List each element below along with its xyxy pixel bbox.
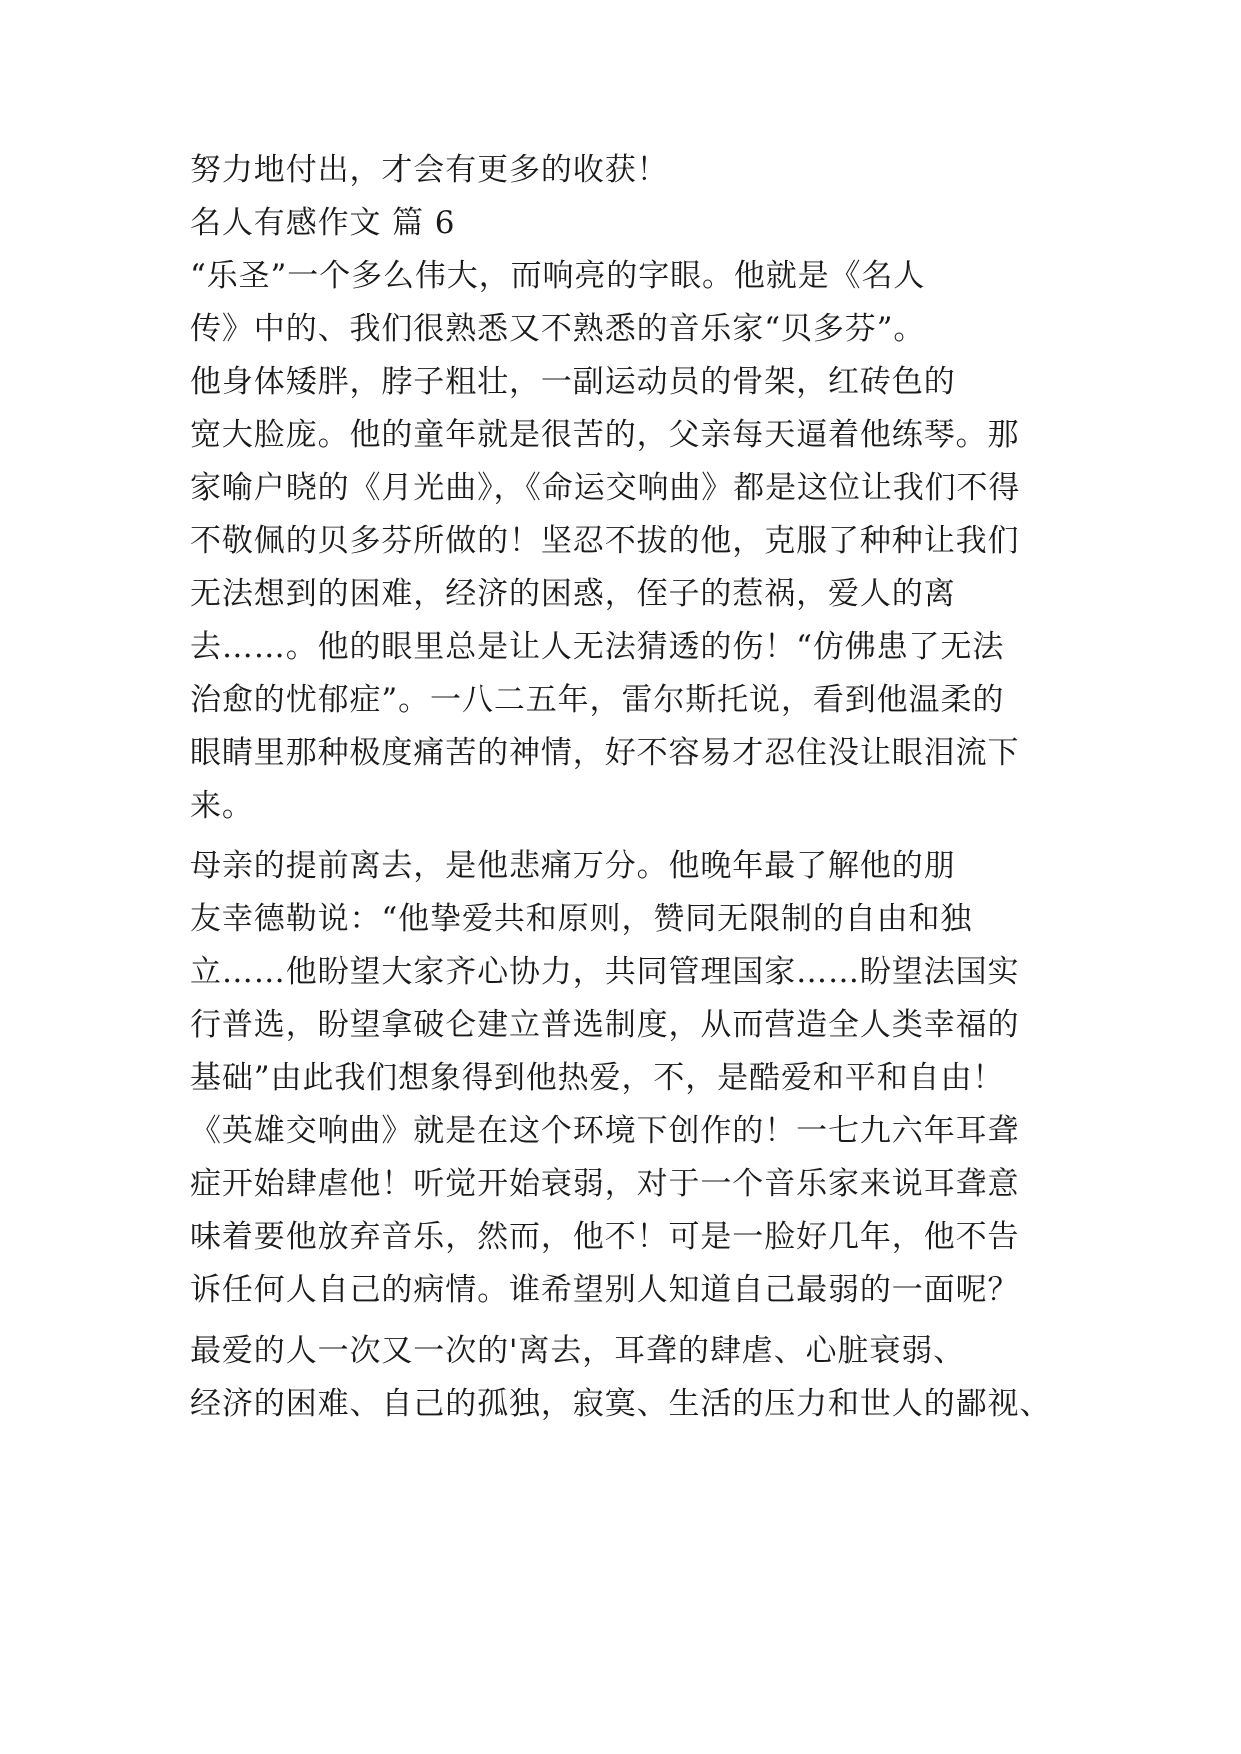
text-line: 来。 (190, 788, 254, 824)
text-line: 基础”由此我们想象得到他热爱，不，是酷爱和平和自由！ (190, 1060, 1005, 1096)
text-line: 友幸德勒说：“他挚爱共和原则，赞同无限制的自由和独 (190, 901, 973, 937)
text-line: 《英雄交响曲》就是在这个环境下创作的！一七九六年耳聋 (190, 1113, 1020, 1149)
section-heading: 名人有感作文 篇 6 (190, 205, 456, 241)
text-line: 治愈的忧郁症”。一八二五年，雷尔斯托说，看到他温柔的 (190, 682, 1005, 718)
text-line: 他身体矮胖，脖子粗壮，一副运动员的骨架，红砖色的 (190, 364, 956, 400)
text-line: 最爱的人一次又一次的'离去，耳聋的肆虐、心脏衰弱、 (190, 1333, 966, 1369)
text-line: 经济的困难、自己的孤独，寂寞、生活的压力和世人的鄙视、 (190, 1386, 1052, 1422)
text-line: 症开始肆虐他！听觉开始衰弱，对于一个音乐家来说耳聋意 (190, 1166, 1020, 1202)
text-line: 无法想到的困难，经济的困惑，侄子的惹祸，爱人的离 (190, 576, 956, 612)
text-line: 不敬佩的贝多芬所做的！坚忍不拔的他，克服了种种让我们 (190, 523, 1020, 559)
text-line: 味着要他放弃音乐，然而，他不！可是一脸好几年，他不告 (190, 1219, 1020, 1255)
text-line: 家喻户晓的《月光曲》，《命运交响曲》都是这位让我们不得 (190, 470, 1021, 506)
text-line: 去……。他的眼里总是让人无法猜透的伤！“仿佛患了无法 (190, 629, 1005, 665)
text-line: 立……他盼望大家齐心协力，共同管理国家……盼望法国实 (190, 954, 1020, 990)
text-line: 努力地付出，才会有更多的收获！ (190, 152, 669, 188)
text-line: 传》中的、我们很熟悉又不熟悉的音乐家“贝多芬”。 (190, 311, 926, 347)
text-line: “乐圣”一个多么伟大，而响亮的字眼。他就是《名人 (190, 258, 926, 294)
text-line: 眼睛里那种极度痛苦的神情，好不容易才忍住没让眼泪流下 (190, 735, 1020, 771)
text-line: 宽大脸庞。他的童年就是很苦的，父亲每天逼着他练琴。那 (190, 417, 1020, 453)
text-line: 行普选，盼望拿破仑建立普选制度，从而营造全人类幸福的 (190, 1007, 1020, 1043)
text-line: 母亲的提前离去，是他悲痛万分。他晚年最了解他的朋 (190, 848, 956, 884)
text-line: 诉任何人自己的病情。谁希望别人知道自己最弱的一面呢？ (190, 1272, 1020, 1308)
